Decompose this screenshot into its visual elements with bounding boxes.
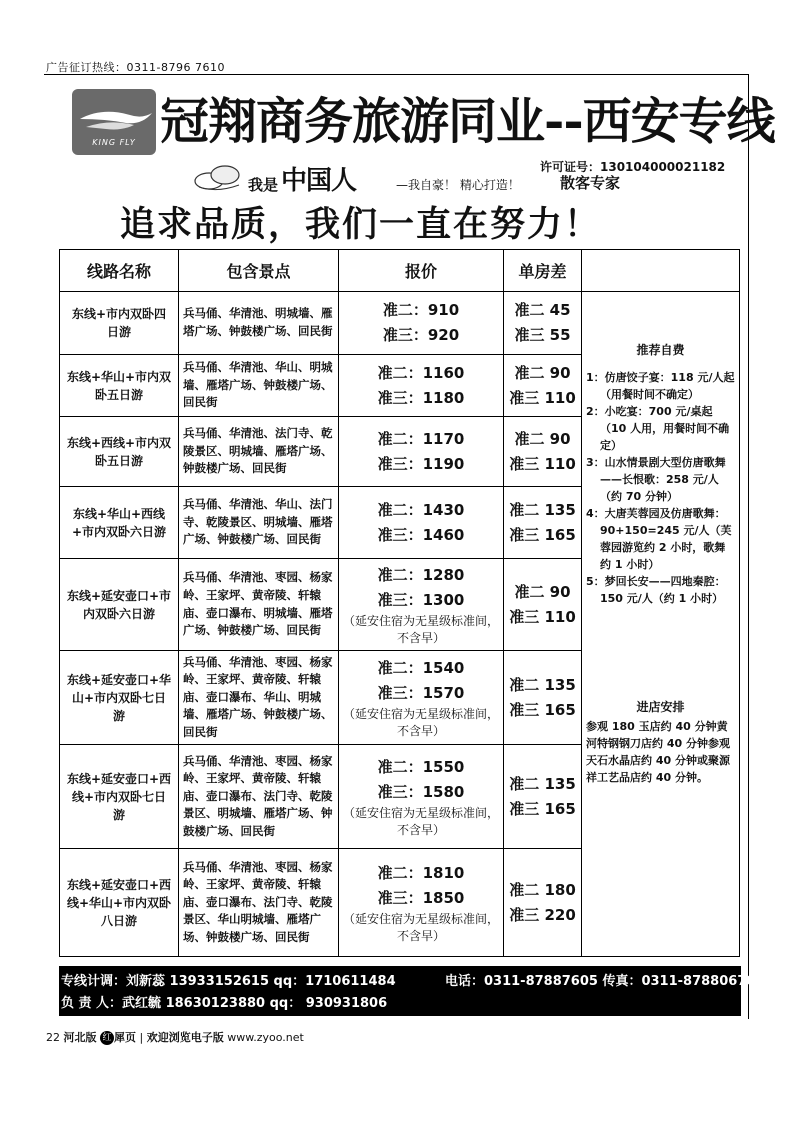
tagline-part1: 我是 (248, 176, 279, 194)
tagline-part4: 散客专家 (560, 174, 621, 192)
header-extra (582, 250, 740, 292)
recommend-item: 5：梦回长安——四地秦腔：150 元/人（约 1 小时） (586, 575, 726, 605)
route-name: 东线+延安壶口+西线+华山+市内双卧八日游 (60, 849, 179, 957)
included-sights: 兵马俑、华清池、明城墙、雁塔广场、钟鼓楼广场、回民街 (179, 292, 339, 355)
included-sights: 兵马俑、华清池、华山、法门寺、乾陵景区、明城墙、雁塔广场、钟鼓楼广场、回民街 (179, 487, 339, 559)
header-price: 报价 (339, 250, 504, 292)
price-note: （延安住宿为无星级标准间，不含早） (342, 911, 499, 943)
single-triple: 准三 110 (509, 607, 576, 626)
header-route: 线路名称 (60, 250, 179, 292)
ad-hotline: 广告征订热线：0311-8796 7610 (46, 61, 225, 74)
price-triple: 准三：1180 (377, 388, 465, 407)
recommend-item: 3：山水情景剧大型仿唐歌舞——长恨歌：258 元/人（约 70 分钟） (586, 456, 726, 503)
price-cell (339, 487, 504, 559)
brand-name: 犀页 (114, 1031, 136, 1044)
route-name: 东线+西线+市内双卧五日游 (60, 417, 179, 487)
single-supplement-cell (504, 355, 582, 417)
price-cell (339, 292, 504, 355)
price-triple: 准三：1300 (377, 590, 465, 609)
single-supplement-cell (504, 745, 582, 849)
header-sights: 包含景点 (179, 250, 339, 292)
king-fly-logo (72, 89, 156, 155)
single-triple: 准三 165 (509, 700, 576, 719)
single-supplement-cell (504, 292, 582, 355)
included-sights: 兵马俑、华清池、枣园、杨家岭、王家坪、黄帝陵、轩辕庙、壶口瀑布、华山、明城墙、雁塔广场、钟鼓楼广场、回民街 (179, 651, 339, 745)
right-divider (748, 74, 749, 1019)
shopping-text: 参观 180 玉店约 40 分钟黄河特钢钢刀店约 40 分钟参观天石水晶店约 40 分钟或聚源祥工艺品店约 40 分钟。 (586, 720, 730, 784)
contact-bar (59, 966, 756, 1016)
single-triple: 准三 220 (509, 905, 576, 924)
brand-badge-icon: 红 (100, 1031, 114, 1045)
route-price-table (59, 249, 740, 957)
price-double: 准二：1430 (377, 500, 465, 519)
tagline-part2: 中国人 (281, 166, 357, 196)
recommend-item: 2：小吃宴：700 元/桌起（10 人用，用餐时间不确定） (586, 405, 730, 452)
single-supplement-cell (504, 651, 582, 745)
price-cell (339, 651, 504, 745)
price-cell (339, 355, 504, 417)
price-double: 准二：1160 (377, 363, 465, 382)
price-double: 准二：1550 (377, 757, 465, 776)
single-double: 准二 135 (509, 774, 576, 793)
cloud-emblem-icon (193, 163, 247, 193)
included-sights: 兵马俑、华清池、华山、明城墙、雁塔广场、钟鼓楼广场、回民街 (179, 355, 339, 417)
price-triple: 准三：920 (382, 326, 460, 344)
shopping-heading: 进店安排 (636, 700, 685, 714)
single-triple: 准三 165 (509, 525, 576, 544)
optional-activities-cell (582, 292, 740, 957)
single-supplement-cell (504, 849, 582, 957)
page-title: 冠翔商务旅游同业--西安专线 (160, 92, 775, 150)
route-name: 东线+华山+市内双卧五日游 (60, 355, 179, 417)
license-number: 许可证号：130104000021182 (540, 160, 726, 174)
price-cell (339, 849, 504, 957)
price-note: （延安住宿为无星级标准间，不含早） (342, 805, 499, 837)
price-triple: 准三：1850 (377, 888, 465, 907)
header-single-supplement: 单房差 (504, 250, 582, 292)
route-name: 东线+华山+西线+市内双卧六日游 (60, 487, 179, 559)
contact-planner: 专线计调：刘新蕊 13933152615 qq：1710611484 (61, 974, 396, 989)
slogan: 追求品质，我们一直在努力！ (120, 205, 602, 245)
table-header-row (60, 250, 740, 292)
single-triple: 准三 110 (509, 454, 576, 473)
included-sights: 兵马俑、华清池、枣园、杨家岭、王家坪、黄帝陵、轩辕庙、壶口瀑布、明城墙、雁塔广场、钟鼓楼广场、回民街 (179, 559, 339, 651)
page-number: 22 (46, 1031, 60, 1044)
table-row (60, 292, 740, 355)
included-sights: 兵马俑、华清池、枣园、杨家岭、王家坪、黄帝陵、轩辕庙、壶口瀑布、法门寺、乾陵景区、华山明城墙、雁塔广场、钟鼓楼广场、回民街 (179, 849, 339, 957)
footer-separator: | (139, 1031, 144, 1044)
recommend-item: 4：大唐芙蓉园及仿唐歌舞：90+150=245 元/人（芙蓉园游览约 2 小时，歌舞约 1 小时） (586, 507, 732, 571)
tagline-part3: —我自豪！ 精心打造！ (396, 178, 520, 192)
single-supplement-cell (504, 559, 582, 651)
single-double: 准二 90 (514, 363, 571, 382)
price-double: 准二：1170 (377, 429, 465, 448)
price-cell (339, 559, 504, 651)
single-triple: 准三 165 (509, 799, 576, 818)
included-sights: 兵马俑、华清池、法门寺、乾陵景区、明城墙、雁塔广场、钟鼓楼广场、回民街 (179, 417, 339, 487)
single-triple: 准三 55 (514, 326, 571, 344)
contact-manager: 负 责 人：武红毓 18630123880 qq： 930931806 (61, 996, 388, 1011)
included-sights: 兵马俑、华清池、枣园、杨家岭、王家坪、黄帝陵、轩辕庙、壶口瀑布、法门寺、乾陵景区、明城墙、雁塔广场、钟鼓楼广场、回民街 (179, 745, 339, 849)
contact-phone-fax: 电话：0311-87887605 传真：0311-87880670 (445, 974, 756, 989)
price-double: 准二：1540 (377, 658, 465, 677)
price-note: （延安住宿为无星级标准间，不含早） (342, 706, 499, 738)
single-double: 准二 135 (509, 500, 576, 519)
welcome-text: 欢迎浏览电子版 (146, 1031, 224, 1044)
website-link[interactable]: www.zyoo.net (227, 1031, 304, 1044)
price-triple: 准三：1570 (377, 683, 465, 702)
route-name: 东线+市内双卧四日游 (60, 292, 179, 355)
logo-text: KING FLY (92, 138, 136, 147)
route-name: 东线+延安壶口+华山+市内双卧七日游 (60, 651, 179, 745)
recommend-heading: 推荐自费 (636, 343, 685, 357)
price-note: （延安住宿为无星级标准间，不含早） (342, 613, 499, 645)
price-triple: 准三：1460 (377, 525, 465, 544)
single-double: 准二 90 (514, 582, 571, 601)
price-triple: 准三：1190 (377, 454, 465, 473)
single-double: 准二 90 (514, 429, 571, 448)
price-cell (339, 417, 504, 487)
price-triple: 准三：1580 (377, 782, 465, 801)
top-divider (44, 74, 748, 75)
edition: 河北版 (63, 1031, 97, 1044)
page-footer (46, 1029, 304, 1045)
single-double: 准二 135 (509, 675, 576, 694)
single-double: 准二 45 (514, 301, 571, 319)
price-double: 准二：1280 (377, 565, 465, 584)
single-supplement-cell (504, 417, 582, 487)
price-double: 准二：910 (382, 301, 460, 319)
route-name: 东线+延安壶口+市内双卧六日游 (60, 559, 179, 651)
price-double: 准二：1810 (377, 863, 465, 882)
recommend-item: 1：仿唐饺子宴：118 元/人起（用餐时间不确定） (586, 371, 735, 401)
price-cell (339, 745, 504, 849)
single-triple: 准三 110 (509, 388, 576, 407)
single-supplement-cell (504, 487, 582, 559)
route-name: 东线+延安壶口+西线+市内双卧七日游 (60, 745, 179, 849)
single-double: 准二 180 (509, 880, 576, 899)
